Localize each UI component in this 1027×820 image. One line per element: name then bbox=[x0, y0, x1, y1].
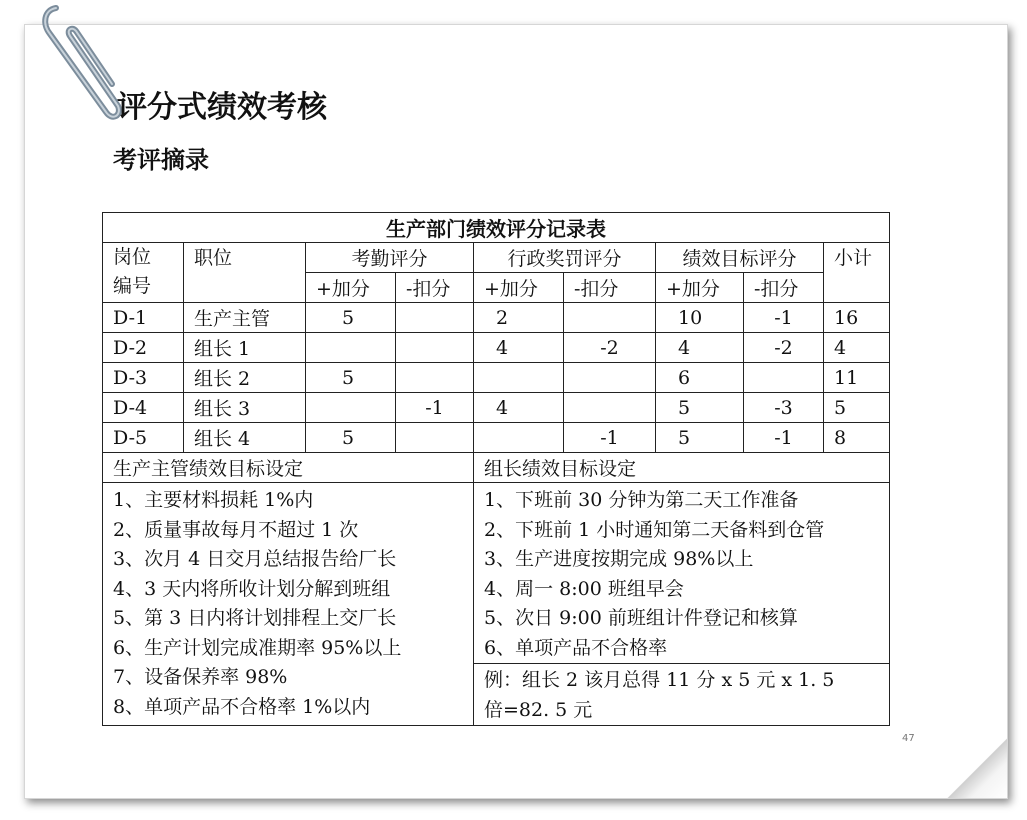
cell-admin-minus bbox=[564, 393, 656, 423]
cell-position: 生产主管 bbox=[184, 303, 306, 333]
performance-record-table bbox=[102, 212, 890, 726]
leader-goals-heading: 组长绩效目标设定 bbox=[474, 453, 890, 483]
cell-position: 组长 2 bbox=[184, 363, 306, 393]
paperclip-icon bbox=[36, 0, 126, 130]
list-item: 8、单项产品不合格率 1%以内 bbox=[113, 695, 371, 718]
header-admin-minus: -扣分 bbox=[564, 273, 656, 303]
table-row bbox=[103, 303, 890, 333]
table-row bbox=[103, 393, 890, 423]
supervisor-goals-list bbox=[103, 483, 474, 726]
header-admin-plus: +加分 bbox=[474, 273, 564, 303]
cell-admin-minus bbox=[564, 363, 656, 393]
table-row bbox=[103, 363, 890, 393]
page-title: 评分式绩效考核 bbox=[117, 90, 327, 125]
cell-subtotal: 4 bbox=[824, 333, 890, 363]
leader-example bbox=[474, 664, 890, 726]
list-item: 6、单项产品不合格率 bbox=[484, 636, 668, 659]
cell-admin-minus: -1 bbox=[564, 423, 656, 453]
cell-target-minus: -1 bbox=[744, 423, 824, 453]
cell-admin-plus bbox=[474, 363, 564, 393]
cell-attendance-minus bbox=[396, 423, 474, 453]
cell-code: D-4 bbox=[103, 393, 184, 423]
header-attendance-minus: -扣分 bbox=[396, 273, 474, 303]
cell-position: 组长 3 bbox=[184, 393, 306, 423]
cell-target-minus: -3 bbox=[744, 393, 824, 423]
cell-attendance-plus: 5 bbox=[306, 363, 396, 393]
cell-attendance-plus: 5 bbox=[306, 423, 396, 453]
table-row bbox=[103, 333, 890, 363]
list-item: 2、质量事故每月不超过 1 次 bbox=[113, 518, 359, 541]
cell-attendance-plus bbox=[306, 393, 396, 423]
cell-target-plus: 10 bbox=[656, 303, 744, 333]
cell-subtotal: 8 bbox=[824, 423, 890, 453]
list-item: 5、次日 9:00 前班组计件登记和核算 bbox=[484, 607, 798, 629]
list-item: 4、3 天内将所收计划分解到班组 bbox=[113, 577, 391, 600]
cell-code: D-1 bbox=[103, 303, 184, 333]
header-target: 绩效目标评分 bbox=[656, 243, 824, 273]
cell-target-minus: -1 bbox=[744, 303, 824, 333]
cell-admin-minus: -2 bbox=[564, 333, 656, 363]
cell-attendance-minus bbox=[396, 363, 474, 393]
example-line: 倍=82. 5 元 bbox=[484, 698, 593, 721]
header-subtotal: 小计 bbox=[824, 243, 890, 303]
cell-code: D-5 bbox=[103, 423, 184, 453]
header-position: 职位 bbox=[184, 243, 306, 303]
list-item: 1、主要材料损耗 1%内 bbox=[113, 489, 314, 511]
cell-attendance-minus: -1 bbox=[396, 393, 474, 423]
header-attendance-plus: +加分 bbox=[306, 273, 396, 303]
cell-target-plus: 5 bbox=[656, 423, 744, 453]
cell-admin-plus: 4 bbox=[474, 333, 564, 363]
cell-position: 组长 1 bbox=[184, 333, 306, 363]
table-row bbox=[103, 423, 890, 453]
cell-attendance-plus: 5 bbox=[306, 303, 396, 333]
header-admin: 行政奖罚评分 bbox=[474, 243, 656, 273]
cell-target-plus: 5 bbox=[656, 393, 744, 423]
cell-code: D-2 bbox=[103, 333, 184, 363]
header-target-minus: -扣分 bbox=[744, 273, 824, 303]
cell-target-plus: 6 bbox=[656, 363, 744, 393]
list-item: 6、生产计划完成准期率 95%以上 bbox=[113, 636, 402, 659]
cell-subtotal: 5 bbox=[824, 393, 890, 423]
header-post-code: 岗位编号 bbox=[103, 243, 184, 303]
cell-code: D-3 bbox=[103, 363, 184, 393]
page-subtitle: 考评摘录 bbox=[113, 146, 209, 174]
cell-attendance-minus bbox=[396, 333, 474, 363]
list-item: 3、次月 4 日交月总结报告给厂长 bbox=[113, 548, 397, 570]
cell-attendance-plus bbox=[306, 333, 396, 363]
table-caption: 生产部门绩效评分记录表 bbox=[103, 213, 890, 243]
cell-admin-plus bbox=[474, 423, 564, 453]
cell-target-minus bbox=[744, 363, 824, 393]
list-item: 1、下班前 30 分钟为第二天工作准备 bbox=[484, 489, 799, 511]
page-number: 47 bbox=[902, 733, 915, 744]
list-item: 4、周一 8:00 班组早会 bbox=[484, 577, 684, 600]
cell-admin-plus: 2 bbox=[474, 303, 564, 333]
list-item: 5、第 3 日内将计划排程上交厂长 bbox=[113, 607, 397, 629]
cell-target-plus: 4 bbox=[656, 333, 744, 363]
list-item: 2、下班前 1 小时通知第二天备料到仓管 bbox=[484, 518, 825, 541]
cell-admin-plus: 4 bbox=[474, 393, 564, 423]
cell-subtotal: 16 bbox=[824, 303, 890, 333]
example-line: 例：组长 2 该月总得 11 分 x 5 元 x 1. 5 bbox=[484, 669, 835, 691]
list-item: 7、设备保养率 98% bbox=[113, 666, 288, 688]
leader-goals-list bbox=[474, 483, 890, 664]
cell-target-minus: -2 bbox=[744, 333, 824, 363]
list-item: 3、生产进度按期完成 98%以上 bbox=[484, 548, 754, 570]
page-curl-decoration bbox=[947, 738, 1007, 798]
cell-position: 组长 4 bbox=[184, 423, 306, 453]
cell-subtotal: 11 bbox=[824, 363, 890, 393]
supervisor-goals-heading: 生产主管绩效目标设定 bbox=[103, 453, 474, 483]
cell-attendance-minus bbox=[396, 303, 474, 333]
header-attendance: 考勤评分 bbox=[306, 243, 474, 273]
header-target-plus: +加分 bbox=[656, 273, 744, 303]
cell-admin-minus bbox=[564, 303, 656, 333]
